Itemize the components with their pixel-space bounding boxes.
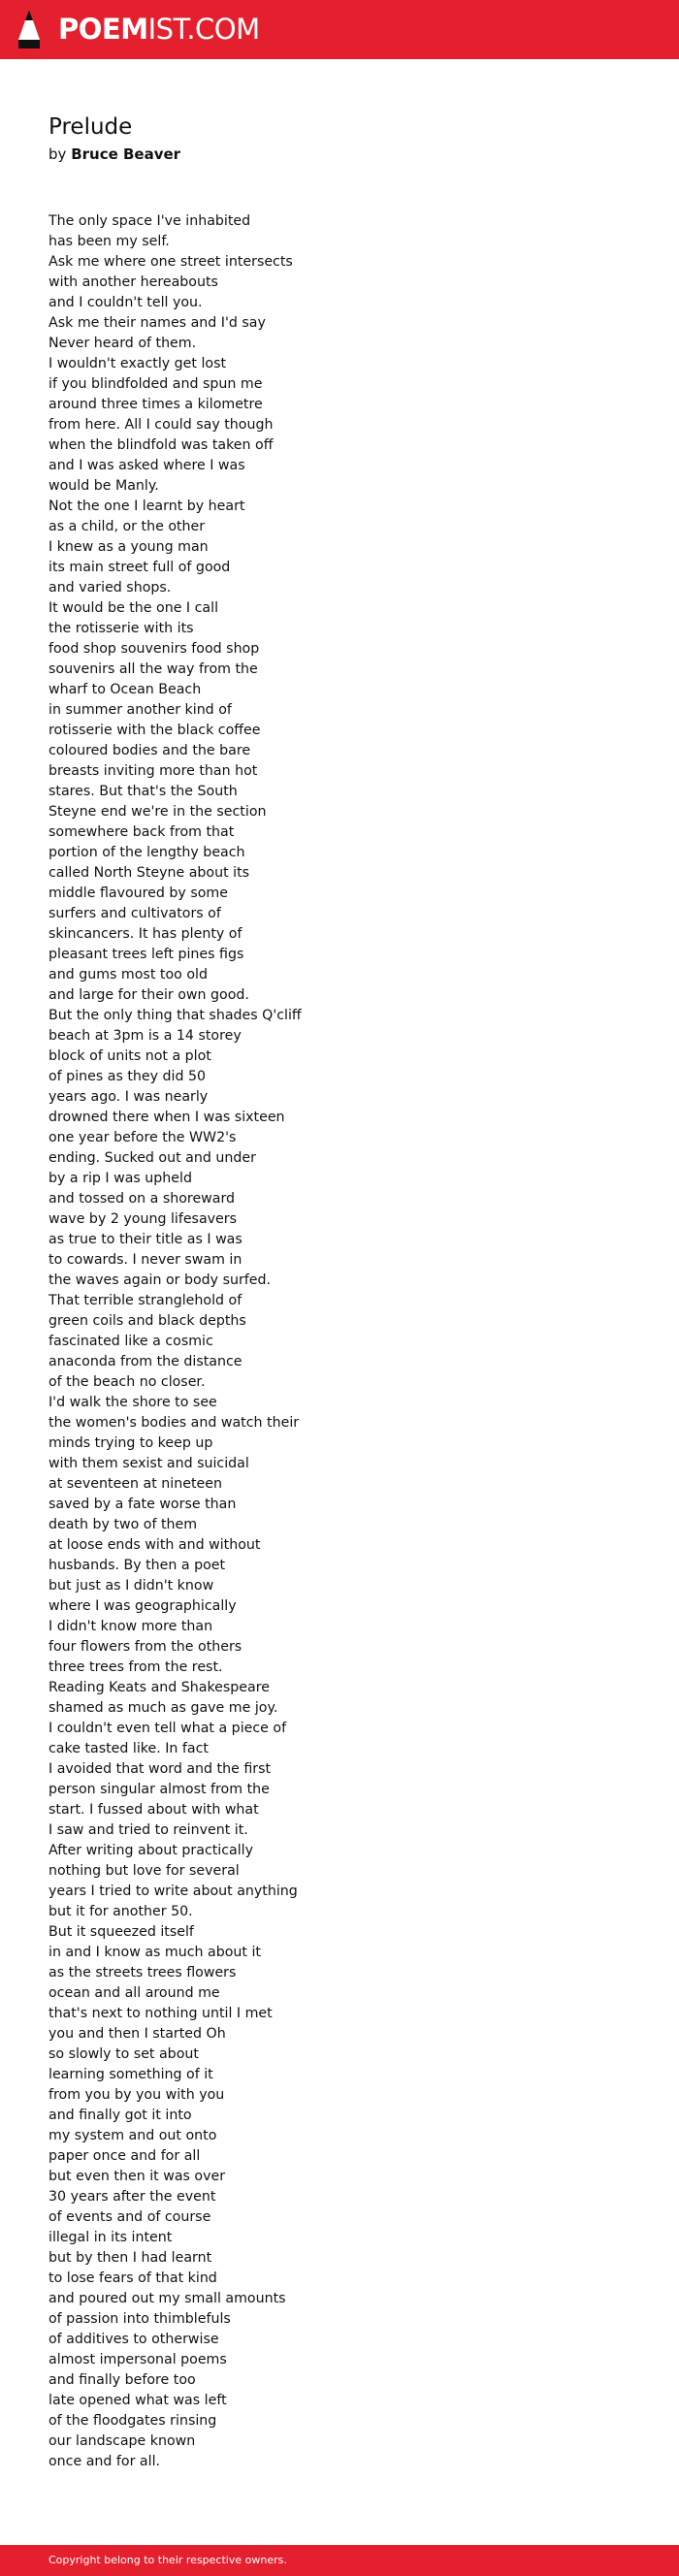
poem-line: breasts inviting more than hot (48, 763, 258, 779)
poem-line: once and for all. (48, 2454, 161, 2469)
poem-line: by a rip I was upheld (48, 1171, 192, 1186)
copyright-text: Copyright belong to their respective owners. (48, 2554, 287, 2566)
poem-line: death by two of them (48, 1517, 198, 1532)
poem-line: I didn't know more than (48, 1619, 213, 1634)
poem-line: Ask me where one street intersects (48, 254, 293, 270)
by-prefix: by (48, 145, 67, 163)
poem-line: of passion into thimblefuls (48, 2311, 231, 2327)
brand-rest: IST.COM (147, 13, 260, 46)
poem-line: our landscape known (48, 2433, 196, 2449)
poem-line: and varied shops. (48, 580, 172, 596)
poem-line: where I was geographically (48, 1598, 237, 1614)
poem-line: at loose ends with and without (48, 1537, 261, 1553)
poem-line: stares. But that's the South (48, 784, 238, 799)
poem-line: of pines as they did 50 (48, 1069, 207, 1084)
poem-line: illegal in its intent (48, 2230, 173, 2245)
poem-line: ending. Sucked out and under (48, 1150, 256, 1166)
poem-line: four flowers from the others (48, 1639, 242, 1655)
poem-line: with another hereabouts (48, 274, 218, 290)
poem-line: almost impersonal poems (48, 2352, 227, 2367)
poem-line: has been my self. (48, 234, 170, 249)
poem-line: paper once and for all (48, 2148, 201, 2164)
poem-line: wharf to Ocean Beach (48, 682, 202, 697)
poem-line: I couldn't even tell what a piece of (48, 1721, 287, 1736)
poem-line: but by then I had learnt (48, 2250, 212, 2266)
poem-line: years I tried to write about anything (48, 1884, 298, 1899)
poem-line: beach at 3pm is a 14 storey (48, 1028, 242, 1044)
poem-line: 30 years after the event (48, 2189, 216, 2205)
poem-line: and I couldn't tell you. (48, 295, 203, 310)
poem-line: I knew as a young man (48, 539, 209, 555)
poem-line: but even then it was over (48, 2169, 226, 2184)
poem-line: with them sexist and suicidal (48, 1456, 249, 1471)
poem-line: three trees from the rest. (48, 1659, 223, 1675)
poem-line: as a child, or the other (48, 519, 206, 534)
poem-line: would be Manly. (48, 478, 159, 494)
poem-line: late opened what was left (48, 2393, 227, 2408)
poem-line: the rotisserie with its (48, 621, 194, 636)
brand-bold: POEM (58, 13, 148, 46)
poem-line: and finally before too (48, 2372, 196, 2388)
poem-line: food shop souvenirs food shop (48, 641, 260, 657)
poem-line: that's next to nothing until I met (48, 2006, 273, 2021)
poem-line: middle flavoured by some (48, 886, 228, 901)
poem-line: the women's bodies and watch their (48, 1415, 300, 1431)
poem-line: Never heard of them. (48, 336, 197, 351)
poem-line: nothing but love for several (48, 1863, 240, 1879)
poem-line: pleasant trees left pines figs (48, 947, 244, 962)
poem-line: coloured bodies and the bare (48, 743, 251, 758)
poem-line: Steyne end we're in the section (48, 804, 267, 820)
poem-line: I wouldn't exactly get lost (48, 356, 227, 371)
poem-line: surfers and cultivators of (48, 906, 221, 921)
poem-byline (48, 145, 180, 164)
poem-line: so slowly to set about (48, 2046, 199, 2062)
poem-line: of the beach no closer. (48, 1374, 206, 1390)
poem-line: but just as I didn't know (48, 1578, 214, 1594)
poem-line: cake tasted like. In fact (48, 1741, 209, 1756)
poem-line: I avoided that word and the first (48, 1761, 272, 1777)
poem-line: as the streets trees flowers (48, 1965, 237, 1980)
poem-line: somewhere back from that (48, 824, 235, 840)
poem-line: skincancers. It has plenty of (48, 926, 242, 942)
poem-line: ocean and all around me (48, 1985, 220, 2001)
poem-body (48, 211, 592, 2472)
poem-line: green coils and black depths (48, 1313, 246, 1329)
site-logo-text[interactable] (58, 13, 260, 46)
poem-line: around three times a kilometre (48, 397, 263, 412)
poem-line: in and I know as much about it (48, 1945, 261, 1960)
poem-line: start. I fussed about with what (48, 1802, 259, 1818)
poem-line: from you by you with you (48, 2087, 225, 2103)
poem-line: of the floodgates rinsing (48, 2413, 217, 2429)
poem-author: Bruce Beaver (71, 145, 181, 163)
poem-line: and finally got it into (48, 2108, 192, 2123)
poem-line: But it squeezed itself (48, 1924, 194, 1940)
poem-line: anaconda from the distance (48, 1354, 242, 1369)
poem-line: It would be the one I call (48, 600, 219, 616)
site-footer (0, 2545, 679, 2576)
poem-line: but it for another 50. (48, 1904, 193, 1919)
poem-line: and I was asked where I was (48, 458, 245, 473)
poem-line: when the blindfold was taken off (48, 437, 274, 453)
poem-line: wave by 2 young lifesavers (48, 1211, 237, 1227)
poem-line: as true to their title as I was (48, 1232, 242, 1247)
poem-line: one year before the WW2's (48, 1130, 237, 1145)
poem-line: Ask me their names and I'd say (48, 315, 266, 331)
poem-line: my system and out onto (48, 2128, 217, 2143)
poem-line: and poured out my small amounts (48, 2291, 286, 2306)
poem-line: and large for their own good. (48, 987, 249, 1003)
poem-line: minds trying to keep up (48, 1435, 213, 1451)
poem-line: years ago. I was nearly (48, 1089, 209, 1105)
poem-title: Prelude (48, 114, 133, 140)
site-header (0, 0, 679, 59)
poem-line: at seventeen at nineteen (48, 1476, 222, 1492)
poem-line: you and then I started Oh (48, 2026, 226, 2042)
poem-line: But the only thing that shades Q'cliff (48, 1008, 302, 1023)
poem-line: called North Steyne about its (48, 865, 250, 881)
poem-line: to lose fears of that kind (48, 2270, 217, 2286)
poem-line: Reading Keats and Shakespeare (48, 1680, 270, 1695)
poem-line: saved by a fate worse than (48, 1497, 237, 1512)
poem-line: of events and of course (48, 2209, 211, 2225)
poem-line: shamed as much as gave me joy. (48, 1700, 278, 1716)
poem-line: if you blindfolded and spun me (48, 376, 263, 392)
poem-line: I'd walk the shore to see (48, 1395, 217, 1410)
poem-line: rotisserie with the black coffee (48, 723, 261, 738)
poem-line: After writing about practically (48, 1843, 254, 1858)
poem-line: Not the one I learnt by heart (48, 499, 245, 514)
poem-line: I saw and tried to reinvent it. (48, 1822, 248, 1838)
poem-line: to cowards. I never swam in (48, 1252, 242, 1268)
poem-line: the waves again or body surfed. (48, 1272, 272, 1288)
poem-line: fascinated like a cosmic (48, 1334, 213, 1349)
poem-line: That terrible stranglehold of (48, 1293, 242, 1308)
poem-line: portion of the lengthy beach (48, 845, 245, 860)
poem-line: in summer another kind of (48, 702, 232, 718)
poem-line: souvenirs all the way from the (48, 661, 258, 677)
poem-line: person singular almost from the (48, 1782, 270, 1797)
poem-line: The only space I've inhabited (48, 213, 251, 229)
poem-line: from here. All I could say though (48, 417, 274, 433)
pencil-tip-icon[interactable] (16, 9, 43, 49)
poem-line: and tossed on a shoreward (48, 1191, 236, 1207)
poem-line: drowned there when I was sixteen (48, 1110, 285, 1125)
poem-line: husbands. By then a poet (48, 1558, 226, 1573)
poem-line: block of units not a plot (48, 1048, 211, 1064)
poem-line: of additives to otherwise (48, 2332, 219, 2347)
poem-line: learning something of it (48, 2067, 213, 2082)
poem-line: and gums most too old (48, 967, 208, 982)
poem-line: its main street full of good (48, 560, 231, 575)
